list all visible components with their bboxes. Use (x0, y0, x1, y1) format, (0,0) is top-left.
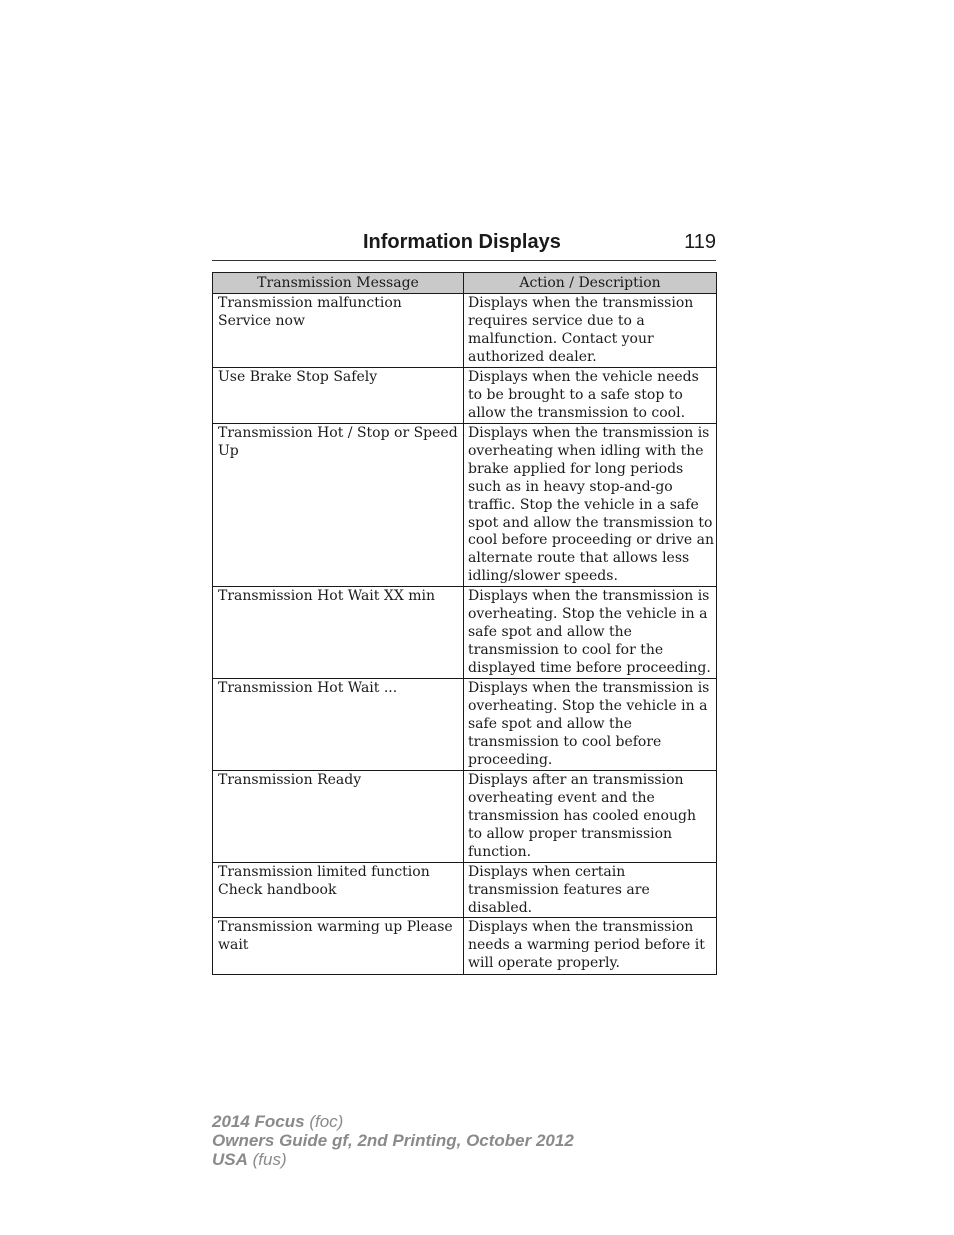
message-cell: Transmission Hot Wait XX min (213, 587, 464, 679)
table-row (213, 918, 717, 975)
page-number: 119 (684, 231, 716, 253)
table-row (213, 294, 717, 368)
page-header (212, 228, 716, 261)
description-cell: Displays when the transmission is overheating. Stop the vehicle in a safe spot and allow the transmission to cool before proceeding. (464, 679, 717, 771)
footer-line-market: USA (fus) (212, 1150, 287, 1169)
message-cell: Transmission Ready (213, 771, 464, 863)
description-cell: Displays when the transmission needs a warming period before it will operate properly. (464, 918, 717, 975)
transmission-messages-table (212, 272, 717, 975)
description-cell: Displays when the transmission requires service due to a malfunction. Contact your authorized dealer. (464, 294, 717, 368)
message-cell: Transmission limited function Check handbook (213, 862, 464, 918)
description-cell: Displays after an transmission overheating event and the transmission has cooled enough to allow proper transmission function. (464, 771, 717, 863)
message-cell: Transmission malfunction Service now (213, 294, 464, 368)
table-row (213, 679, 717, 771)
message-cell: Use Brake Stop Safely (213, 368, 464, 424)
description-cell: Displays when the vehicle needs to be brought to a safe stop to allow the transmission to cool. (464, 368, 717, 424)
footer-line-model: 2014 Focus (foc) (212, 1112, 344, 1131)
message-cell: Transmission Hot Wait ... (213, 679, 464, 771)
footer-line-edition: Owners Guide gf, 2nd Printing, October 2012 (212, 1131, 574, 1150)
page-footer (212, 1112, 574, 1169)
table-header-row (213, 273, 717, 294)
table-row (213, 587, 717, 679)
table-row (213, 862, 717, 918)
message-cell: Transmission Hot / Stop or Speed Up (213, 424, 464, 587)
description-cell: Displays when certain transmission features are disabled. (464, 862, 717, 918)
column-header-description: Action / Description (464, 273, 717, 294)
table-row (213, 368, 717, 424)
column-header-message: Transmission Message (213, 273, 464, 294)
table-row (213, 771, 717, 863)
description-cell: Displays when the transmission is overheating when idling with the brake applied for long periods such as in heavy stop-and-go traffic. Stop the vehicle in a safe spot and allow the transmission to cool before proceeding or drive an alternate route that allows less idling/slower speeds. (464, 424, 717, 587)
section-title: Information Displays (363, 231, 561, 253)
message-cell: Transmission warming up Please wait (213, 918, 464, 975)
table-row (213, 424, 717, 587)
description-cell: Displays when the transmission is overheating. Stop the vehicle in a safe spot and allow the transmission to cool for the displayed time before proceeding. (464, 587, 717, 679)
